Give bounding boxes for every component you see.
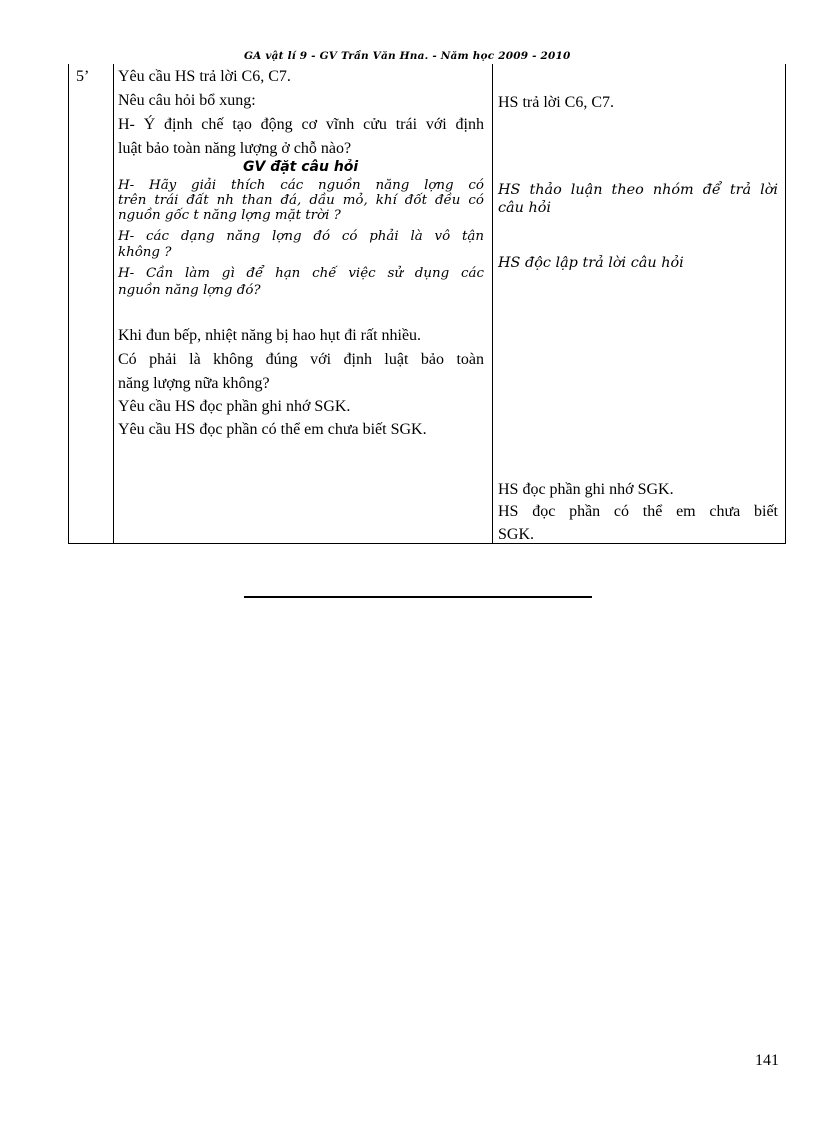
time-cell: 5’ <box>76 68 90 85</box>
column-divider-student <box>492 64 493 543</box>
question-1-line-2: trên trái đất nh than đá, dầu mỏ, khí đốt đều có <box>118 193 484 208</box>
teacher-line-3: H- Ý định chế tạo động cơ vĩnh cửu trái với định <box>118 116 484 133</box>
student-line-4: HS độc lập trả lời câu hỏi <box>498 255 684 271</box>
teacher-line-2: Nêu câu hỏi bổ xung: <box>118 92 256 109</box>
teacher-paragraph-3: năng lượng nữa không? <box>118 375 270 392</box>
teacher-line-4: luật bảo toàn năng lượng ở chỗ nào? <box>118 140 352 157</box>
teacher-paragraph-5: Yêu cầu HS đọc phần có thể em chưa biết SGK. <box>118 421 427 438</box>
question-1-line-1: H- Hãy giải thích các nguồn năng lợng có <box>118 178 484 193</box>
question-1-line-3: nguồn gốc t năng lợng mặt trời ? <box>118 208 341 223</box>
question-2-line-1: H- các dạng năng lợng đó có phải là vô tận <box>118 229 484 244</box>
student-line-1: HS trả lời C6, C7. <box>498 94 615 111</box>
section-separator <box>244 596 592 598</box>
student-line-7: SGK. <box>498 526 535 543</box>
teacher-paragraph-4: Yêu cầu HS đọc phần ghi nhớ SGK. <box>118 398 351 415</box>
column-divider-time <box>113 64 114 543</box>
question-3-line-2: nguồn năng lợng đó? <box>118 283 261 298</box>
page-header: GA vật lí 9 - GV Trần Văn Hna. - Năm học 2009 - 2010 <box>244 50 571 62</box>
teacher-paragraph-1: Khi đun bếp, nhiệt năng bị hao hụt đi rất nhiều. <box>118 327 422 344</box>
question-3-line-1: H- Cần làm gì để hạn chế việc sử dụng các <box>118 266 484 281</box>
question-2-line-2: không ? <box>118 245 172 260</box>
teacher-line-1: Yêu cầu HS trả lời C6, C7. <box>118 68 291 85</box>
student-line-3: câu hỏi <box>498 200 552 216</box>
student-line-6: HS đọc phần có thể em chưa biết <box>498 503 778 520</box>
gv-question-heading: GV đặt câu hỏi <box>243 159 359 175</box>
student-line-2: HS thảo luận theo nhóm để trả lời <box>498 182 778 198</box>
student-line-5: HS đọc phần ghi nhớ SGK. <box>498 481 674 498</box>
teacher-paragraph-2: Có phải là không đúng với định luật bảo toàn <box>118 351 484 368</box>
page-number: 141 <box>755 1052 779 1069</box>
